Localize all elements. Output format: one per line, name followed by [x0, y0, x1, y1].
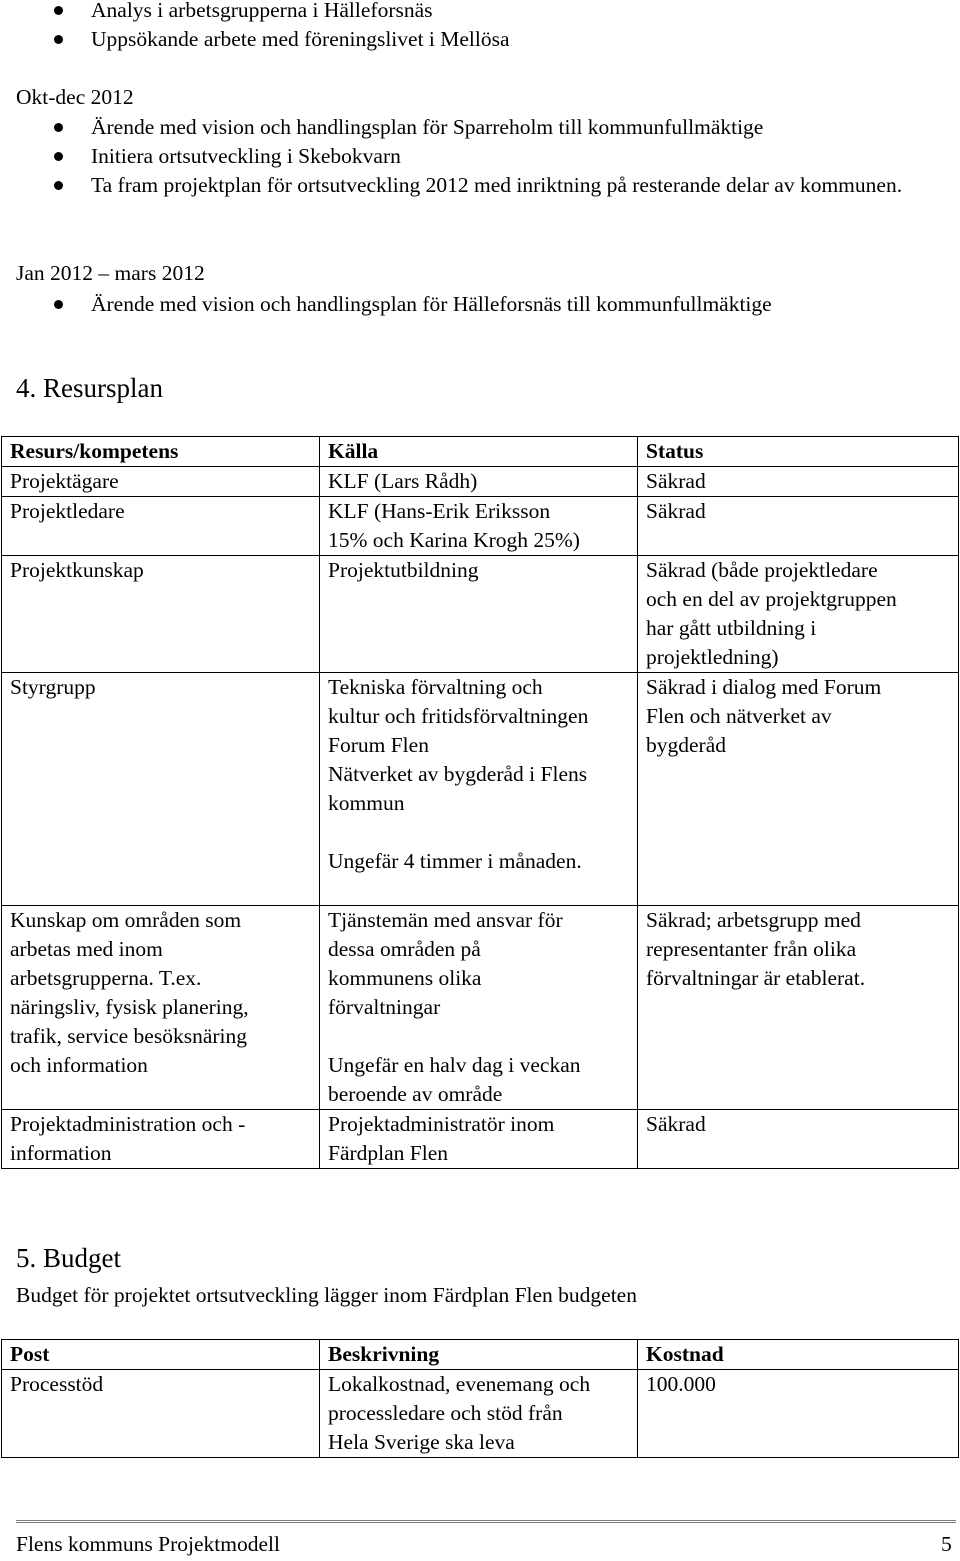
resursplan-heading: 4. Resursplan [16, 373, 163, 403]
table-cell: Projektledare [2, 497, 320, 556]
table-cell: Säkrad [638, 497, 959, 556]
budget-intro: Budget för projektet ortsutveckling lägger inom Färdplan Flen budgeten [16, 1283, 637, 1307]
table-cell: Projektägare [2, 467, 320, 497]
table-cell: Säkrad (både projektledare och en del av projektgruppen har gått utbildning i projektledning) [638, 556, 959, 673]
column-header: Post [2, 1340, 320, 1370]
bullet-icon [54, 35, 63, 44]
column-header: Kostnad [638, 1340, 959, 1370]
top-bullet-list [16, 0, 931, 54]
table-cell: Säkrad; arbetsgrupp med representanter från olika förvaltningar är etablerat. [638, 906, 959, 1110]
list-item: Ta fram projektplan för ortsutveckling 2012 med inriktning på resterande delar av kommunen. [16, 171, 931, 200]
table-cell: Lokalkostnad, evenemang och processledare och stöd från Hela Sverige ska leva [320, 1370, 638, 1458]
footer-title: Flens kommuns Projektmodell [16, 1532, 280, 1556]
table-cell: KLF (Lars Rådh) [320, 467, 638, 497]
table-cell: Säkrad i dialog med Forum Flen och nätverket av bygderåd [638, 673, 959, 906]
budget-heading: 5. Budget [16, 1243, 121, 1273]
table-row [2, 1370, 959, 1458]
bullet-icon [54, 123, 63, 132]
table-row [2, 467, 959, 497]
table-header-row [2, 1340, 959, 1370]
column-header: Status [638, 437, 959, 467]
table-cell: Tjänstemän med ansvar för dessa områden på kommunens olika förvaltningar Ungefär en halv dag i veckan beroende av område [320, 906, 638, 1110]
list-item: Initiera ortsutveckling i Skebokvarn [16, 142, 931, 171]
page-number: 5 [941, 1532, 952, 1556]
table-row [2, 497, 959, 556]
table-row [2, 1110, 959, 1169]
table-row [2, 673, 959, 906]
table-row [2, 906, 959, 1110]
column-header: Beskrivning [320, 1340, 638, 1370]
table-cell: Projektutbildning [320, 556, 638, 673]
period-heading-okt: Okt-dec 2012 [16, 85, 134, 109]
table-cell: Säkrad [638, 467, 959, 497]
list-item: Analys i arbetsgrupperna i Hälleforsnäs [16, 0, 931, 25]
table-cell: Kunskap om områden som arbetas med inom arbetsgrupperna. T.ex. näringsliv, fysisk planering, trafik, service besöksnäring och information [2, 906, 320, 1110]
period-heading-jan: Jan 2012 – mars 2012 [16, 261, 205, 285]
bullet-icon [54, 152, 63, 161]
budget-table [1, 1339, 959, 1458]
list-item: Uppsökande arbete med föreningslivet i Mellösa [16, 25, 931, 54]
resursplan-table [1, 436, 959, 1169]
table-cell: Projektadministration och - information [2, 1110, 320, 1169]
table-row [2, 556, 959, 673]
bullet-icon [54, 300, 63, 309]
bullet-icon [54, 6, 63, 15]
table-cell: Projektadministratör inom Färdplan Flen [320, 1110, 638, 1169]
column-header: Källa [320, 437, 638, 467]
period-okt-bullet-list [16, 113, 931, 200]
period-jan-bullet-list [16, 290, 931, 319]
table-cell: Projektkunskap [2, 556, 320, 673]
list-item: Ärende med vision och handlingsplan för Hälleforsnäs till kommunfullmäktige [16, 290, 931, 319]
table-cell: Styrgrupp [2, 673, 320, 906]
table-header-row [2, 437, 959, 467]
list-item: Ärende med vision och handlingsplan för Sparreholm till kommunfullmäktige [16, 113, 931, 142]
bullet-icon [54, 181, 63, 190]
table-cell: 100.000 [638, 1370, 959, 1458]
table-cell: Säkrad [638, 1110, 959, 1169]
footer-divider [16, 1520, 956, 1523]
table-cell: Tekniska förvaltning och kultur och fritidsförvaltningen Forum Flen Nätverket av bygderåd i Flens kommun Ungefär 4 timmer i månaden. [320, 673, 638, 906]
column-header: Resurs/kompetens [2, 437, 320, 467]
table-cell: KLF (Hans-Erik Eriksson 15% och Karina Krogh 25%) [320, 497, 638, 556]
table-cell: Processtöd [2, 1370, 320, 1458]
